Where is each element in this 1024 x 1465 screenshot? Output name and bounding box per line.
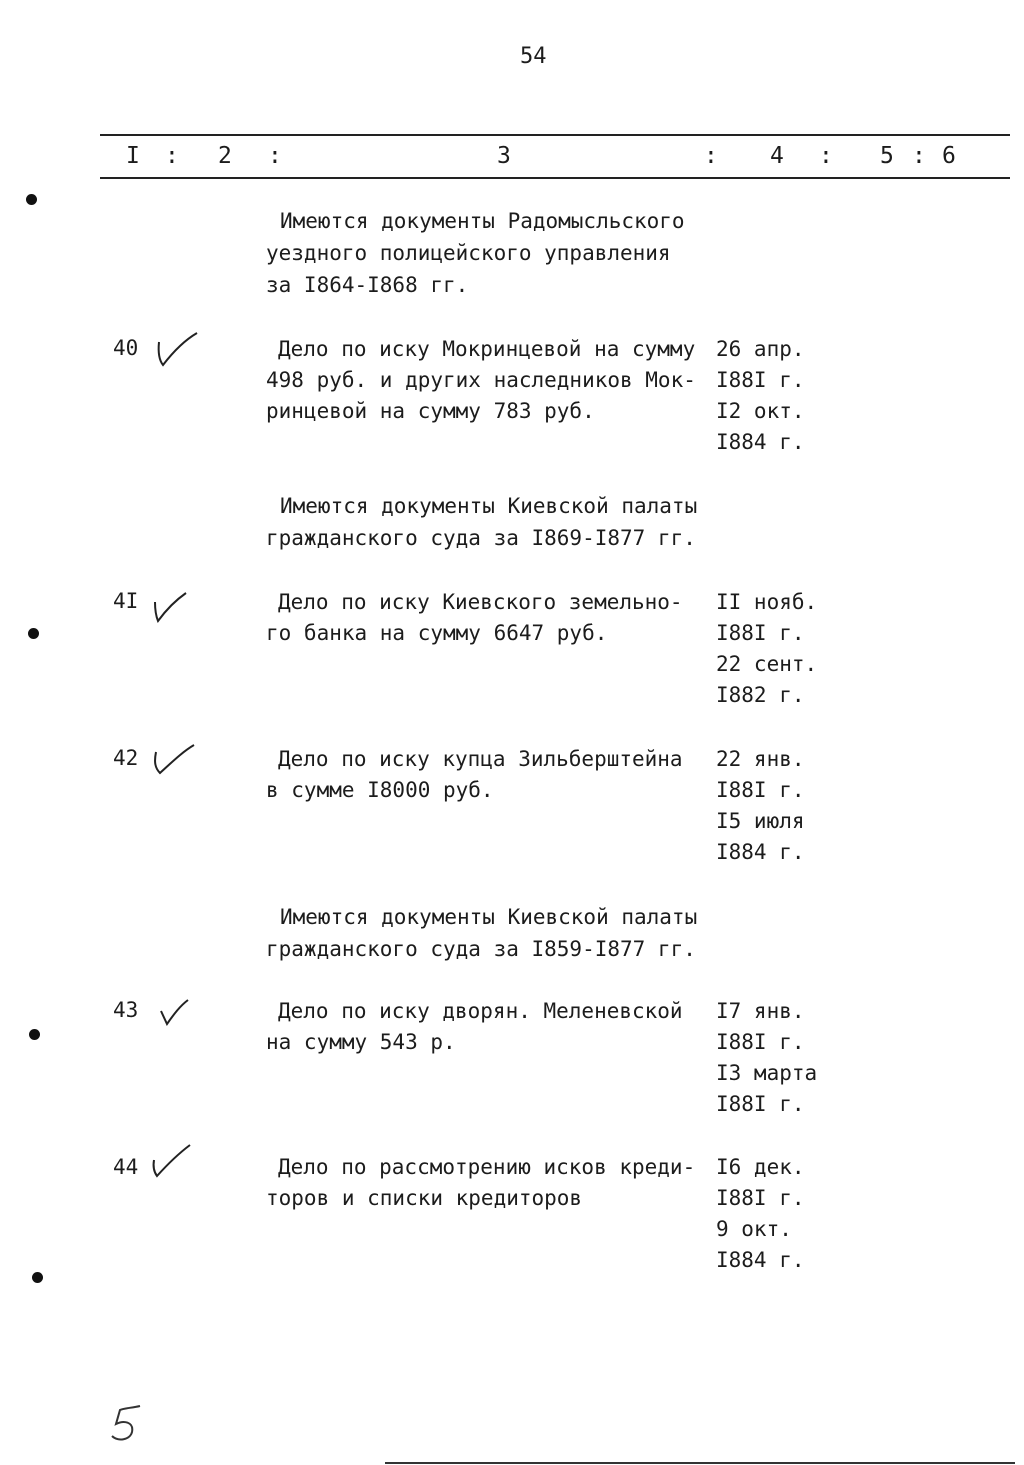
checkmark-icon (150, 590, 190, 624)
date-line: I88I г. (716, 1092, 805, 1116)
date-line: I3 марта (716, 1061, 818, 1085)
date-line: I88I г. (716, 621, 805, 645)
entry-title-line: 498 руб. и других наследников Мок- (266, 368, 696, 392)
binding-hole-dot (29, 1029, 40, 1040)
entry-title-line: Дело по иску дворян. Меленевской (278, 999, 683, 1023)
date-line: I88I г. (716, 1030, 805, 1054)
page-edge-line (385, 1462, 1015, 1464)
header-col-6: 6 (942, 143, 956, 169)
handwritten-mark (104, 1400, 152, 1444)
entry-title-line: ринцевой на сумму 783 руб. (266, 399, 595, 423)
date-line: I7 янв. (716, 999, 805, 1023)
header-col-3: 3 (497, 143, 511, 169)
entry-title-line: Дело по иску Мокринцевой на сумму (278, 337, 696, 361)
table-header-bottom-rule (100, 177, 1010, 179)
checkmark-icon (148, 1142, 194, 1180)
date-line: 22 янв. (716, 747, 805, 771)
header-col-5: 5 (880, 143, 894, 169)
date-line: I2 окт. (716, 399, 805, 423)
page-number: 54 (520, 44, 547, 69)
header-col-2: 2 (218, 143, 232, 169)
date-line: I884 г. (716, 430, 805, 454)
date-line: I5 июля (716, 809, 805, 833)
entry-title-line: го банка на сумму 6647 руб. (266, 621, 608, 645)
header-sep-2: : (268, 143, 282, 169)
header-sep-1: : (165, 143, 179, 169)
entry-title-line: Дело по иску Киевского земельно- (278, 590, 683, 614)
date-line: I6 дек. (716, 1155, 805, 1179)
entry-number: 42 (113, 746, 139, 770)
note-line: Имеются документы Киевской палаты (280, 494, 698, 518)
header-col-4: 4 (770, 143, 784, 169)
date-line: I884 г. (716, 840, 805, 864)
entry-title-line: в сумме I8000 руб. (266, 778, 494, 802)
table-header-top-rule (100, 134, 1010, 136)
date-line: 9 окт. (716, 1217, 792, 1241)
date-line: I882 г. (716, 683, 805, 707)
date-line: I88I г. (716, 778, 805, 802)
binding-hole-dot (28, 628, 39, 639)
note-line: гражданского суда за I869-I877 гг. (266, 526, 696, 550)
entry-dates (716, 744, 805, 868)
entry-number: 4I (113, 589, 139, 613)
date-line: I884 г. (716, 1248, 805, 1272)
note-line: Имеются документы Радомысльского (280, 209, 685, 233)
entry-title-line: на сумму 543 р. (266, 1030, 456, 1054)
note-line: гражданского суда за I859-I877 гг. (266, 937, 696, 961)
header-sep-3: : (704, 143, 718, 169)
note-line: уездного полицейского управления (266, 241, 671, 265)
entry-number: 40 (113, 336, 139, 360)
date-line: II нояб. (716, 590, 818, 614)
binding-hole-dot (32, 1272, 43, 1283)
checkmark-icon (150, 742, 198, 778)
header-col-1: I (126, 143, 140, 169)
date-line: 26 апр. (716, 337, 805, 361)
entry-dates (716, 996, 817, 1120)
entry-dates (716, 587, 817, 711)
entry-title-line: Дело по рассмотрению исков креди- (278, 1155, 696, 1179)
checkmark-icon (158, 998, 192, 1028)
note-line: Имеются документы Киевской палаты (280, 905, 698, 929)
header-sep-5: : (912, 143, 926, 169)
entry-dates (716, 1152, 805, 1276)
note-line: за I864-I868 гг. (266, 273, 469, 297)
date-line: 22 сент. (716, 652, 818, 676)
entry-title-line: торов и списки кредиторов (266, 1186, 583, 1210)
entry-dates (716, 334, 805, 458)
date-line: I88I г. (716, 1186, 805, 1210)
date-line: I88I г. (716, 368, 805, 392)
entry-number: 44 (113, 1155, 139, 1179)
entry-number: 43 (113, 998, 139, 1022)
checkmark-icon (155, 330, 200, 368)
binding-hole-dot (26, 194, 37, 205)
header-sep-4: : (819, 143, 833, 169)
entry-title-line: Дело по иску купца Зильберштейна (278, 747, 683, 771)
